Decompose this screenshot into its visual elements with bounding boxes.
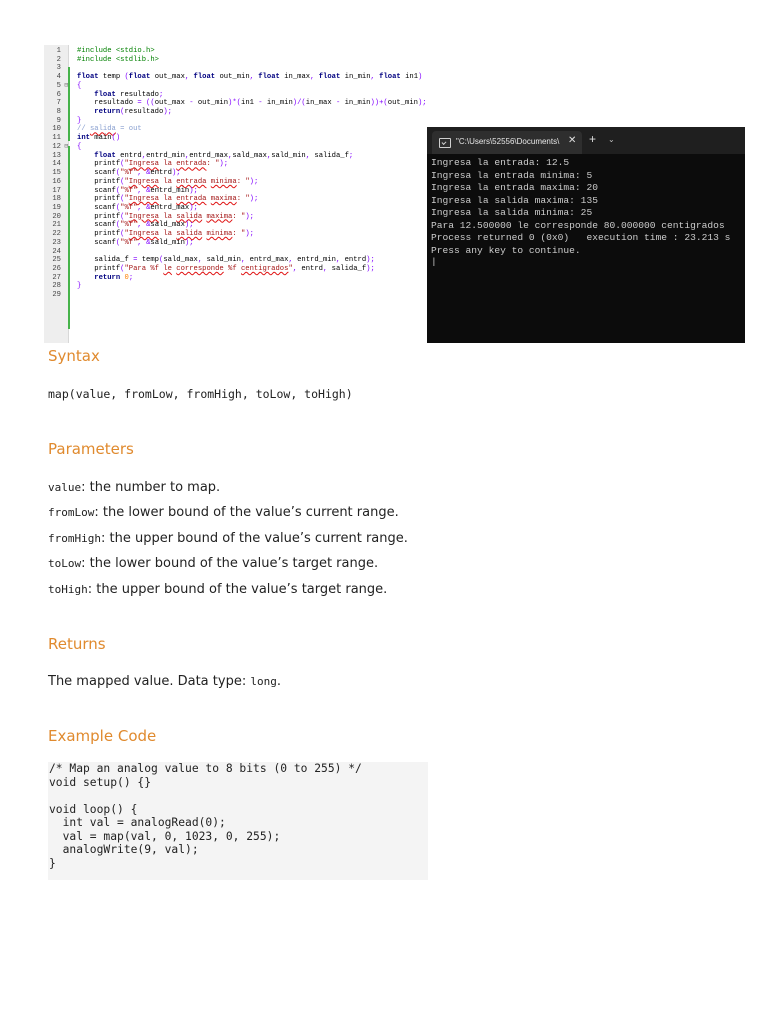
param-name: fromLow [48,506,95,519]
param-desc: : the lower bound of the value’s current range. [94,505,399,520]
editor-line [44,99,430,108]
param-desc: : the upper bound of the value’s current range. [100,531,408,546]
editor-line [44,143,430,152]
fold-toggle-icon[interactable]: ⊟ [64,142,69,150]
returns-description: The mapped value. Data type: [48,674,251,689]
code-text: printf("Ingresa la entrada: "); [77,160,229,169]
line-number: 19 [52,203,61,212]
editor-line [44,152,430,161]
code-text: salida_f = temp(sald_max, sald_min, entrd_max, entrd_min, entrd); [77,256,375,265]
editor-line [44,282,430,291]
param-name: value [48,481,82,494]
param-fromhigh [48,530,408,548]
editor-line [44,248,430,257]
code-text: printf("Para %f le corresponde %f centigrados", entrd, salida_f); [77,265,375,273]
returns-heading: Returns [48,635,106,653]
code-text: { [77,142,82,151]
editor-line [44,291,430,300]
code-text: return 0; [94,273,134,282]
terminal-output-line: Ingresa la entrada: 12.5 [431,157,570,168]
line-number: 29 [52,291,61,300]
terminal-output-line: Para 12.500000 le corresponde 80.000000 centigrados [431,219,725,231]
code-text: printf("Ingresa la entrada minima: "); [77,177,259,186]
chevron-down-icon[interactable]: ⌄ [608,135,615,144]
editor-line [44,221,430,230]
editor-line [44,169,430,178]
editor-line [44,108,430,117]
code-text: float entrd,entrd_min,entrd_max,sald_max,sald_min, salida_f; [94,151,354,160]
syntax-heading: Syntax [48,347,100,365]
param-tolow [48,555,378,573]
returns-type: long [250,675,277,688]
terminal-output-line: Ingresa la entrada maxima: 20 [431,182,598,193]
line-number: 22 [52,230,61,239]
close-icon[interactable]: ✕ [568,135,577,146]
param-desc: : the lower bound of the value’s target range. [81,556,379,571]
terminal-output-line: Ingresa la salida maxima: 135 [431,194,598,206]
terminal-tab-bar [427,127,745,154]
line-number: 26 [52,265,61,273]
code-text: printf("Ingresa la salida minima: "); [77,230,254,239]
editor-line [44,187,430,196]
editor-line [44,239,430,248]
line-number: 1 [56,47,61,55]
param-tohigh [48,581,387,599]
code-text: #include <stdio.h> [77,47,155,55]
param-name: fromHigh [48,532,101,545]
editor-line [44,82,430,91]
editor-line [44,265,430,274]
line-number: 16 [52,177,61,186]
code-line: val = map(val, 0, 1023, 0, 255); [49,829,281,843]
line-number: 11 [52,134,61,143]
editor-line [44,230,430,239]
param-value [48,479,220,497]
code-text: { [77,81,82,90]
line-number: 5 [56,81,61,90]
line-number: 12 [52,142,61,151]
editor-line [44,47,430,56]
line-number: 27 [52,273,61,282]
line-number: 2 [56,55,61,64]
parameters-heading: Parameters [48,440,134,458]
editor-line [44,56,430,65]
code-text: scanf("%f", &sald_min); [77,238,194,247]
editor-line [44,274,430,283]
code-line: /* Map an analog value to 8 bits (0 to 255) */ [49,762,362,775]
editor-line [44,91,430,100]
editor-line [44,213,430,222]
returns-text [48,673,281,691]
line-number: 10 [52,125,61,134]
line-number: 24 [52,247,61,256]
code-line: } [49,856,56,870]
line-number: 20 [52,212,61,221]
code-text: scanf("%f", &entrd_min); [77,186,198,195]
editor-line [44,195,430,204]
code-text: resultado = ((out_max - out_min)*(in1 - in_min)/(in_max - in_min))+(out_min); [77,99,427,108]
line-number: 4 [56,73,61,82]
param-fromlow [48,504,399,522]
code-text: float resultado; [94,90,164,99]
code-line: analogWrite(9, val); [49,843,199,856]
editor-line [44,125,430,134]
line-number: 6 [56,90,61,99]
editor-line [44,117,430,126]
param-name: toHigh [48,583,88,596]
line-number: 28 [52,282,61,291]
line-number: 17 [52,186,61,195]
code-text: } [77,116,82,125]
terminal-tab[interactable] [432,131,582,154]
editor-line [44,204,430,213]
terminal-cursor: | [431,256,437,267]
line-number: 14 [52,160,61,169]
line-number: 13 [52,151,61,160]
editor-line [44,178,430,187]
fold-toggle-icon[interactable]: ⊟ [64,81,69,89]
returns-period: . [276,674,281,689]
code-line: int val = analogRead(0); [49,816,226,829]
line-number: 25 [52,256,61,265]
terminal-tab-title: "C:\Users\52556\Documents\ [456,137,560,146]
line-number: 7 [56,99,61,108]
line-number: 21 [52,221,61,230]
editor-line [44,160,430,169]
code-text: int main() [77,134,121,143]
code-text: printf("Ingresa la salida maxima: "); [77,212,254,221]
example-code-heading: Example Code [48,727,157,745]
code-text: printf("Ingresa la entrada maxima: "); [77,195,259,204]
terminal-icon [439,138,451,148]
code-text: scanf("%f", &entrd_max); [77,203,198,212]
line-number: 8 [56,108,61,117]
terminal-output-line: Ingresa la salida minima: 25 [431,207,593,218]
code-editor [44,45,430,343]
param-desc: : the number to map. [81,480,221,495]
code-text: scanf("%f", &sald_max); [77,221,194,230]
code-line: void setup() {} [49,775,152,789]
param-desc: : the upper bound of the value’s target range. [87,582,388,597]
terminal-window [427,127,745,343]
terminal-output-line: Press any key to continue. [431,244,581,256]
code-line: void loop() { [49,802,138,816]
line-number: 15 [52,169,61,178]
editor-line [44,134,430,143]
code-text: // salida = out [77,125,142,134]
code-text: #include <stdlib.h> [77,55,159,64]
code-text: } [77,282,82,291]
editor-line [44,64,430,73]
code-text: return(resultado); [94,108,172,117]
line-number: 18 [52,195,61,204]
editor-line [44,73,430,82]
example-code-block [48,762,428,880]
param-name: toLow [48,557,82,570]
line-number: 23 [52,238,61,247]
line-number: 9 [56,116,61,125]
line-number: 3 [56,64,61,73]
code-text: scanf("%f", &entrd); [77,169,181,178]
editor-line [44,256,430,265]
syntax-signature: map(value, fromLow, fromHigh, toLow, toHigh) [48,387,353,401]
new-tab-icon[interactable]: + [589,132,597,146]
code-text: float temp (float out_max, float out_min, float in_max, float in_min, float in1) [77,73,423,82]
terminal-output-line: Process returned 0 (0x0) execution time : 23.213 s [431,232,731,243]
terminal-output-line: Ingresa la entrada minima: 5 [431,169,593,181]
